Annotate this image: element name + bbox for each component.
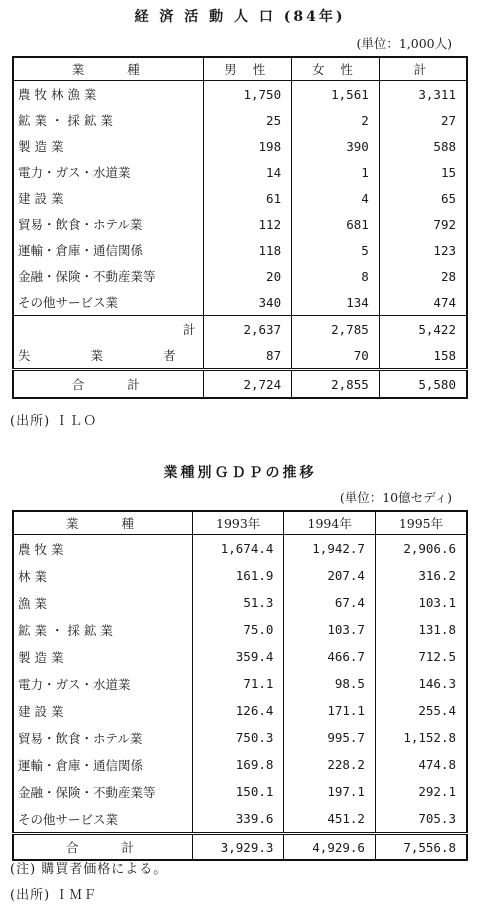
table-cell: 161.9: [192, 562, 284, 589]
table-cell: 7,556.8: [375, 834, 467, 861]
table-cell: 197.1: [284, 778, 376, 805]
row-label: その他サービス業: [18, 295, 119, 310]
table2-source: (出所) ＩＭＦ: [10, 888, 98, 903]
table-row: [13, 724, 467, 751]
table-row: [13, 81, 467, 108]
table-cell: 3,929.3: [192, 834, 284, 861]
table-cell: 2,637: [204, 316, 292, 343]
table-cell: 451.2: [284, 805, 376, 834]
table-cell: 103.7: [284, 616, 376, 643]
table1-source: (出所) ＩＬＯ: [10, 414, 98, 429]
row-label: 電力・ガス・水道業: [18, 165, 131, 180]
table-cell: 103.1: [375, 589, 467, 616]
table-cell: 8: [292, 263, 380, 289]
table-cell: 15: [379, 159, 467, 185]
table-cell: 118: [204, 237, 292, 263]
table-cell: 198: [204, 133, 292, 159]
table-cell: 3,311: [379, 81, 467, 108]
row-label: 電力・ガス・水道業: [18, 676, 131, 692]
table-cell: 87: [204, 342, 292, 370]
table-row: [13, 211, 467, 237]
table-row: [13, 589, 467, 616]
row-label: 農 牧 林 漁 業: [18, 87, 97, 102]
table2-note: (注) 購買者価格による。: [10, 862, 168, 877]
row-label: 失 業 者: [18, 348, 204, 363]
table-cell: 51.3: [192, 589, 284, 616]
table-cell: 1: [292, 159, 380, 185]
table-row: [13, 751, 467, 778]
table-cell: 792: [379, 211, 467, 237]
header-cell: 男 性: [204, 57, 292, 81]
table-cell: 70: [292, 342, 380, 370]
row-label: 林 業: [18, 568, 47, 584]
table-cell: 28: [379, 263, 467, 289]
row-label: 鉱 業 ・ 採 鉱 業: [18, 622, 113, 638]
table-cell: 123: [379, 237, 467, 263]
table-cell: 2,906.6: [375, 535, 467, 563]
row-label: 漁 業: [18, 595, 47, 611]
table-row: [13, 263, 467, 289]
table-cell: 65: [379, 185, 467, 211]
table-cell: 158: [379, 342, 467, 370]
table-cell: 169.8: [192, 751, 284, 778]
table1-subtotal-row: [13, 316, 467, 343]
row-label: その他サービス業: [18, 811, 119, 827]
table-cell: 2,785: [292, 316, 380, 343]
table-cell: 339.6: [192, 805, 284, 834]
table-cell: 2,724: [204, 370, 292, 399]
table-cell: 316.2: [375, 562, 467, 589]
table-row: [13, 697, 467, 724]
row-label: 金融・保険・不動産業等: [18, 269, 156, 284]
table-cell: 131.8: [375, 616, 467, 643]
table-cell: 474.8: [375, 751, 467, 778]
table-cell: 14: [204, 159, 292, 185]
table-cell: 359.4: [192, 643, 284, 670]
table-cell: 1,942.7: [284, 535, 376, 563]
table2: [12, 510, 468, 861]
row-label: 農 牧 業: [18, 541, 64, 557]
table-cell: 207.4: [284, 562, 376, 589]
table2-title: 業種別ＧＤＰの推移: [163, 465, 317, 481]
table-cell: 150.1: [192, 778, 284, 805]
table2-total-row: [13, 834, 467, 861]
table-cell: 340: [204, 289, 292, 316]
table1-header-row: [13, 57, 467, 81]
table1-unit: (単位：1,000人): [356, 36, 452, 51]
row-label: 合 計: [13, 370, 204, 399]
header-cell: 業 種: [13, 57, 204, 81]
row-label: 製 造 業: [18, 649, 64, 665]
row-label: 製 造 業: [18, 139, 64, 154]
row-label: 建 設 業: [18, 703, 64, 719]
table-row: [13, 159, 467, 185]
table-row: [13, 133, 467, 159]
row-label: 計: [182, 322, 196, 337]
table-cell: 2: [292, 107, 380, 133]
table-cell: 171.1: [284, 697, 376, 724]
table1-total-row: [13, 370, 467, 399]
table-cell: 112: [204, 211, 292, 237]
table-cell: 98.5: [284, 670, 376, 697]
table-row: [13, 535, 467, 563]
table-cell: 4: [292, 185, 380, 211]
table1: [12, 56, 468, 399]
table-cell: 4,929.6: [284, 834, 376, 861]
table-row: [13, 289, 467, 316]
table-cell: 681: [292, 211, 380, 237]
table-cell: 995.7: [284, 724, 376, 751]
table-cell: 134: [292, 289, 380, 316]
table-cell: 474: [379, 289, 467, 316]
table-cell: 71.1: [192, 670, 284, 697]
table-cell: 588: [379, 133, 467, 159]
table-row: [13, 185, 467, 211]
table-cell: 712.5: [375, 643, 467, 670]
row-label: 合 計: [13, 834, 192, 861]
table2-unit: (単位：10億セディ): [339, 490, 452, 505]
table-cell: 5: [292, 237, 380, 263]
table-cell: 126.4: [192, 697, 284, 724]
table-cell: 61: [204, 185, 292, 211]
header-cell: 1993年: [192, 511, 284, 535]
row-label: 建 設 業: [18, 191, 64, 206]
row-label: 鉱 業 ・ 採 鉱 業: [18, 113, 113, 128]
header-cell: 1995年: [375, 511, 467, 535]
table-cell: 466.7: [284, 643, 376, 670]
table-cell: 25: [204, 107, 292, 133]
table-cell: 5,422: [379, 316, 467, 343]
table-cell: 292.1: [375, 778, 467, 805]
table-row: [13, 616, 467, 643]
table-row: [13, 562, 467, 589]
table-cell: 20: [204, 263, 292, 289]
table1-title: 経 済 活 動 人 口 (84年): [134, 9, 346, 25]
header-cell: 女 性: [292, 57, 380, 81]
table-row: [13, 778, 467, 805]
table-cell: 146.3: [375, 670, 467, 697]
header-cell: 1994年: [284, 511, 376, 535]
table-cell: 750.3: [192, 724, 284, 751]
row-label: 貿易・飲食・ホテル業: [18, 217, 143, 232]
table-cell: 1,561: [292, 81, 380, 108]
row-label: 運輸・倉庫・通信関係: [18, 243, 144, 258]
table-row: [13, 805, 467, 834]
table-cell: 1,750: [204, 81, 292, 108]
table-cell: 67.4: [284, 589, 376, 616]
header-cell: 計: [379, 57, 467, 81]
table-cell: 1,674.4: [192, 535, 284, 563]
row-label: 貿易・飲食・ホテル業: [18, 730, 143, 746]
table-row: [13, 237, 467, 263]
table1-unemployed-row: [13, 342, 467, 370]
table-cell: 228.2: [284, 751, 376, 778]
table-row: [13, 643, 467, 670]
table-cell: 705.3: [375, 805, 467, 834]
table2-header-row: [13, 511, 467, 535]
row-label: 運輸・倉庫・通信関係: [18, 757, 144, 773]
table-cell: 2,855: [292, 370, 380, 399]
table-cell: 5,580: [379, 370, 467, 399]
table-cell: 1,152.8: [375, 724, 467, 751]
table-cell: 75.0: [192, 616, 284, 643]
table-row: [13, 670, 467, 697]
table-cell: 27: [379, 107, 467, 133]
table-cell: 255.4: [375, 697, 467, 724]
header-cell: 業 種: [13, 511, 192, 535]
row-label: 金融・保険・不動産業等: [18, 784, 156, 800]
table-row: [13, 107, 467, 133]
table-cell: 390: [292, 133, 380, 159]
